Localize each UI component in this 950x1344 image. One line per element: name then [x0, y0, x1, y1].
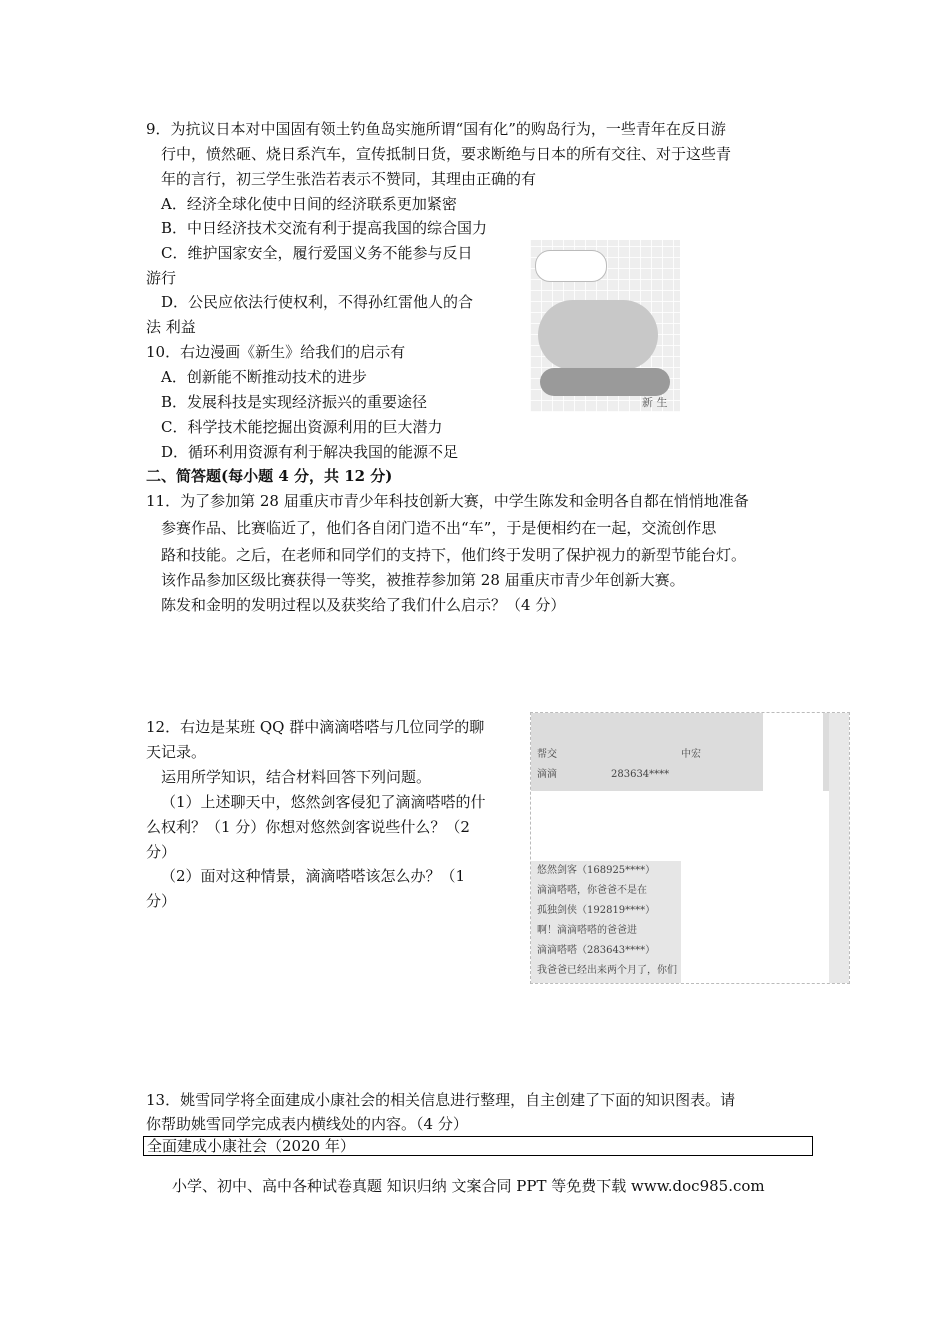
q9-stem-line-2: 行中，愤然砸、烧日系汽车，宣传抵制日货，要求断绝与日本的所有交往、对于这些青: [161, 145, 732, 163]
q12-line-3: 运用所学知识，结合材料回答下列问题。: [161, 768, 432, 786]
chat-header-blank: [763, 713, 823, 791]
q13-line-1: 13．姚雪同学将全面建成小康社会的相关信息进行整理，自主创建了下面的知识图表。请: [146, 1091, 736, 1109]
q11-line-3: 路和技能。之后，在老师和同学们的支持下，他们终于发明了保护视力的新型节能台灯。: [161, 546, 747, 564]
q10-option-b: B．发展科技是实现经济振兴的重要途径: [161, 393, 428, 411]
chat-screenshot: [530, 712, 850, 984]
q11-line-1: 11．为了参加第 28 届重庆市青少年科技创新大赛，中学生陈发和金明各自都在悄悄地准备: [146, 492, 749, 510]
chat-message: 悠然剑客（168925****）: [537, 865, 656, 876]
q11-line-2: 参赛作品、比赛临近了，他们各自闭门造不出“车”，于是便相约在一起，交流创作思: [161, 519, 717, 537]
q12-line-5: 么权利？（1 分）你想对悠然剑客说些什么？（2: [146, 818, 470, 836]
q9-option-c-cont: 游行: [146, 269, 177, 287]
cartoon-blank-area: [680, 240, 830, 412]
q10-option-c: C．科学技术能挖掘出资源利用的巨大潜力: [161, 418, 443, 436]
q11-line-4: 该作品参加区级比赛获得一等奖，被推荐参加第 28 届重庆市青少年创新大赛。: [161, 571, 685, 589]
q10-option-a: A．创新能不断推动技术的进步: [161, 368, 367, 386]
chat-message: 我爸爸已经出来两个月了，你们: [537, 965, 677, 976]
q9-option-b: B．中日经济技术交流有利于提高我国的综合国力: [161, 219, 488, 237]
q12-line-7: （2）面对这种情景，滴滴嗒嗒该怎么办？（1: [161, 867, 466, 885]
q12-line-8: 分）: [146, 892, 177, 910]
q13-line-2: 你帮助姚雪同学完成表内横线处的内容。（4 分）: [146, 1115, 468, 1133]
chat-message: 啊！滴滴嗒嗒的爸爸进: [537, 925, 637, 936]
q9-option-c: C．维护国家安全，履行爱国义务不能参与反日: [161, 244, 473, 262]
cartoon-title: 新 生: [642, 396, 668, 409]
speech-bubble: [535, 250, 607, 282]
chat-message: 滴滴嗒嗒，你爸爸不是在: [537, 885, 647, 896]
q12-line-1: 12．右边是某班 QQ 群中滴滴嗒嗒与几位同学的聊: [146, 718, 485, 736]
q12-line-2: 天记录。: [146, 743, 207, 761]
cartoon-image: [530, 240, 830, 412]
page-footer: 小学、初中、高中各种试卷真题 知识归纳 文案合同 PPT 等免费下载 www.doc985.com: [172, 1177, 765, 1195]
q9-option-a: A．经济全球化使中日间的经济联系更加紧密: [161, 195, 457, 213]
q9-stem-line-1: 9．为抗议日本对中国固有领土钓鱼岛实施所谓“国有化”的购岛行为，一些青年在反日游: [146, 120, 726, 138]
section-heading: 二、简答题(每小题 4 分，共 12 分): [146, 467, 393, 485]
cartoon-figure: [538, 300, 658, 370]
q12-line-4: （1）上述聊天中，悠然剑客侵犯了滴滴嗒嗒的什: [161, 793, 486, 811]
q9-option-d-cont: 法 利益: [146, 318, 196, 336]
chat-messages: [531, 861, 681, 983]
chat-scrollbar: [829, 713, 849, 983]
q11-question: 陈发和金明的发明过程以及获奖给了我们什么启示？（4 分）: [161, 596, 566, 614]
chat-header-text: 中宏: [681, 749, 701, 760]
q12-line-6: 分）: [146, 843, 177, 861]
cartoon-base: [540, 368, 670, 396]
knowledge-table: [143, 1136, 813, 1156]
q10-stem: 10．右边漫画《新生》给我们的启示有: [146, 343, 406, 361]
chat-header-text: 滴滴: [537, 769, 557, 780]
chat-header-text: 283634****: [611, 769, 670, 780]
chat-message: 滴滴嗒嗒（283643****）: [537, 945, 656, 956]
chat-header-text: 帮交: [537, 749, 557, 760]
q10-option-d: D．循环利用资源有利于解决我国的能源不足: [161, 443, 459, 461]
chat-message: 孤独剑侠（192819****）: [537, 905, 656, 916]
table-cell: 全面建成小康社会（2020 年）: [147, 1137, 355, 1155]
q9-stem-line-3: 年的言行，初三学生张浩若表示不赞同，其理由正确的有: [161, 170, 537, 188]
q9-option-d: D．公民应依法行使权利，不得孙红雷他人的合: [161, 293, 474, 311]
